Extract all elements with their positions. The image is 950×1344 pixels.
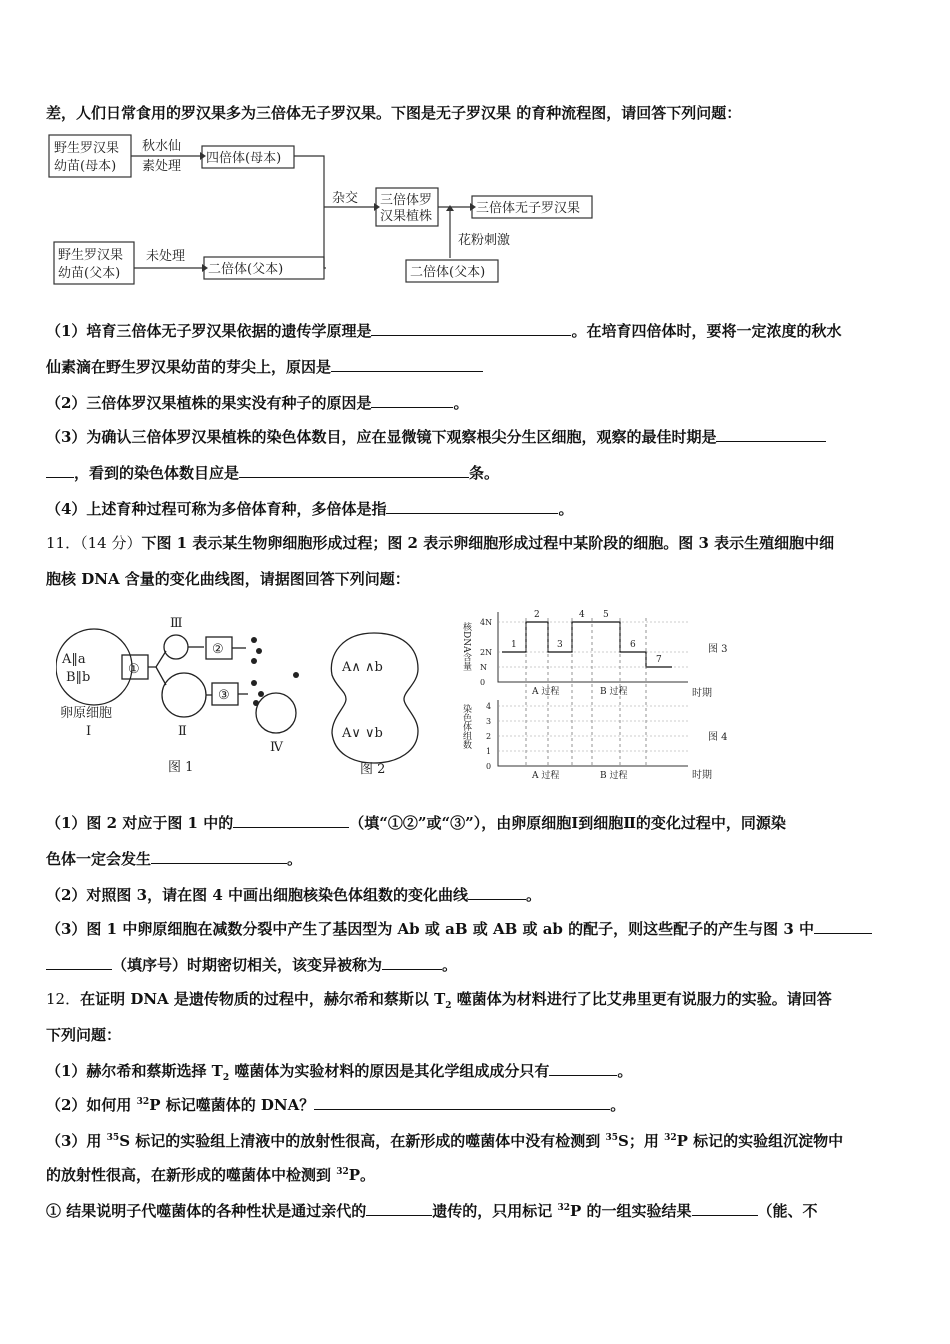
fig1-genes-top: A‖a <box>62 652 86 667</box>
q10-p1b: 。在培育四倍体时，要将一定浓度的秋水 <box>571 322 842 340</box>
q10-line-4 <box>46 427 826 447</box>
q11-p1d: 。 <box>287 850 303 868</box>
answer-blank[interactable] <box>46 463 74 478</box>
answer-blank[interactable] <box>814 919 872 934</box>
q12-line-1 <box>46 989 832 1009</box>
q12-p3b: S 标记的实验组上清液中的放射性很高，在新形成的噬菌体中没有检测到 <box>119 1132 606 1150</box>
breeding-flowchart <box>44 130 604 290</box>
q10-p1a: （1）培育三倍体无子罗汉果依据的遗传学原理是 <box>46 322 372 340</box>
q12-stem-b: 噬菌体为材料进行了比艾弗里更有说服力的实验。请回答 <box>451 990 832 1008</box>
fig1-circle-1: ① <box>128 662 140 677</box>
q12-p2-sup: 32 <box>136 1097 150 1107</box>
q10-line-5 <box>46 463 499 483</box>
q11-line-6 <box>46 919 872 939</box>
answer-blank[interactable] <box>366 1201 432 1216</box>
flow-wild-father-2: 幼苗(父本) <box>58 266 121 281</box>
q12-p4c: P 的一组实验结果 <box>570 1202 692 1220</box>
q12-line-4 <box>46 1095 625 1115</box>
fig3-segment-label: 3 <box>557 640 563 650</box>
q10-line-3 <box>46 393 468 413</box>
flow-tetraploid: 四倍体(母本) <box>206 151 282 166</box>
fig3-segment-label: 5 <box>603 610 609 620</box>
fig2-cell <box>331 633 418 763</box>
q12-p4d: （能、不 <box>757 1202 818 1220</box>
fig1-circle-2: ② <box>212 642 224 657</box>
answer-blank[interactable] <box>46 955 112 970</box>
q11-line-2: 胞核 DNA 含量的变化曲线图，请据图回答下列问题： <box>46 570 410 588</box>
q11-line-4 <box>46 849 302 869</box>
fig4-phase-label: B 过程 <box>600 771 628 781</box>
figure-1 <box>56 605 316 785</box>
fig2-top-genes: A∧ ∧b <box>342 660 383 675</box>
fig4-phase-label: A 过程 <box>532 771 560 781</box>
fig1-caption: 图 1 <box>168 760 194 775</box>
q12-line-6 <box>46 1165 375 1185</box>
answer-blank[interactable] <box>468 885 526 900</box>
fig3-phase-label: A 过程 <box>532 687 560 697</box>
flow-wild-father-1: 野生罗汉果 <box>58 248 124 263</box>
flow-wild-mother-2: 幼苗(母本) <box>54 159 117 174</box>
q11-p1c: 色体一定会发生 <box>46 850 152 868</box>
q10-p2a: （2）三倍体罗汉果植株的果实没有种子的原因是 <box>46 394 372 412</box>
fig4-axes <box>498 700 688 766</box>
fig1-oogonium-label: 卵原细胞 <box>60 706 113 721</box>
q12-line-2: 下列问题： <box>46 1026 122 1044</box>
fig1-circle-3: ③ <box>218 688 230 703</box>
intro-line: 差，人们日常食用的罗汉果多为三倍体无子罗汉果。下图是无子罗汉果 的育种流程图，请回答下列问题： <box>46 104 742 122</box>
q12-p1-sub: 2 <box>222 1073 230 1083</box>
fig2-bottom-genes: A∨ ∨b <box>342 726 383 741</box>
flow-untreated: 未处理 <box>146 249 186 264</box>
q10-p4a: （4）上述育种过程可称为多倍体育种，多倍体是指 <box>46 500 387 518</box>
fig1-genes-bot: B‖b <box>66 670 91 685</box>
fig3-segment-label: 7 <box>656 655 662 665</box>
answer-blank[interactable] <box>371 321 571 336</box>
flow-triploid-1: 三倍体罗 <box>380 193 433 208</box>
q12-p4-sup: 32 <box>557 1203 570 1213</box>
q12-p3c: S；用 <box>618 1132 665 1150</box>
q12-p3a: （3）用 <box>46 1132 107 1150</box>
q10-p4b: 。 <box>558 500 574 518</box>
answer-blank[interactable] <box>371 393 453 408</box>
fig4-ytick: 2 <box>486 732 492 741</box>
fig3-ytick: 0 <box>480 678 486 687</box>
q10-line-1 <box>46 321 841 341</box>
q12-p3e: 的放射性很高，在新形成的噬菌体中检测到 <box>46 1166 337 1184</box>
answer-blank[interactable] <box>382 955 442 970</box>
answer-blank[interactable] <box>331 357 483 372</box>
fig3-segment-label: 6 <box>630 640 636 650</box>
q10-p3b: ，看到的染色体数目应是 <box>74 464 240 482</box>
q12-p3-sup2: 35 <box>605 1133 619 1143</box>
oogonium-cell <box>56 629 132 705</box>
flow-triploid-2: 汉果植株 <box>380 209 433 224</box>
q10-p1c: 仙素滴在野生罗汉果幼苗的芽尖上，原因是 <box>46 358 332 376</box>
answer-blank[interactable] <box>314 1095 610 1110</box>
flow-seedless: 三倍体无子罗汉果 <box>476 201 581 216</box>
q12-p4b: 遗传的，只用标记 <box>432 1202 558 1220</box>
fig3-ytick: 2N <box>480 648 493 657</box>
fig4-ytick: 0 <box>486 762 492 771</box>
q10-p3a: （3）为确认三倍体罗汉果植株的染色体数目，应在显微镜下观察根尖分生区细胞，观察的最佳时期是 <box>46 428 717 446</box>
fig3-dna-curve <box>502 622 672 667</box>
q12-stem-a: 在证明 DNA 是遗传物质的过程中，赫尔希和蔡斯以 T <box>80 990 446 1008</box>
q12-p3-sup4: 32 <box>336 1167 349 1177</box>
q11-line-5 <box>46 885 541 905</box>
fig1-roman-4: Ⅳ <box>270 740 283 755</box>
answer-blank[interactable] <box>151 849 287 864</box>
q10-line-6 <box>46 499 573 519</box>
fig4-ytick: 1 <box>486 747 492 756</box>
q12-p3-sup1: 35 <box>106 1133 120 1143</box>
flow-diploid-father2: 二倍体(父本) <box>410 265 486 280</box>
q12-p2c: 。 <box>610 1096 626 1114</box>
q12-num: 12． <box>46 990 81 1008</box>
answer-blank[interactable] <box>239 463 469 478</box>
answer-blank[interactable] <box>716 427 826 442</box>
q11-num: 11．（14 分） <box>46 534 142 552</box>
answer-blank[interactable] <box>692 1201 758 1216</box>
figure-3-4-charts <box>460 600 760 790</box>
q10-line-2 <box>46 357 483 377</box>
q11-p1b: （填“①②”或“③”），由卵原细胞Ⅰ到细胞Ⅱ的变化过程中，同源染 <box>349 814 786 832</box>
figure-2 <box>322 625 432 785</box>
q12-line-3 <box>46 1061 632 1081</box>
q12-p3d: P 标记的实验组沉淀物中 <box>676 1132 844 1150</box>
q11-p3c: 。 <box>442 956 458 974</box>
fig4-ytick: 3 <box>486 717 492 726</box>
fig3-ytick: N <box>480 663 487 672</box>
q11-p3a: （3）图 1 中卵原细胞在减数分裂中产生了基因型为 Ab 或 aB 或 AB 或 ab 的配子，则这些配子的产生与图 3 中 <box>46 920 815 938</box>
q12-p3-sup3: 32 <box>664 1133 677 1143</box>
q11-p1a: （1）图 2 对应于图 1 中的 <box>46 814 234 832</box>
fig4-ylabel: 染色体组数 <box>461 704 471 749</box>
q11-stem-a: 下图 1 表示某生物卵细胞形成过程；图 2 表示卵细胞形成过程中某阶段的细胞。图 3 表示生殖细胞中细 <box>141 534 835 552</box>
fig3-ylabel: 核DNA含量 <box>461 622 471 671</box>
q12-stem-sub: 2 <box>445 1001 452 1011</box>
q12-p1c: 。 <box>617 1062 633 1080</box>
flow-diploid-father: 二倍体(父本) <box>208 262 284 277</box>
fig3-segment-label: 4 <box>579 610 585 620</box>
q11-line-3 <box>46 813 786 833</box>
fig3-title: 图 3 <box>708 644 728 655</box>
q12-p4a: ① 结果说明子代噬菌体的各种性状是通过亲代的 <box>46 1202 367 1220</box>
q12-line-7 <box>46 1201 818 1221</box>
fig3-segment-label: 1 <box>511 640 517 650</box>
answer-blank[interactable] <box>233 813 349 828</box>
fig4-title: 图 4 <box>708 732 728 743</box>
fig2-caption: 图 2 <box>360 762 386 777</box>
q12-p1b: 噬菌体为实验材料的原因是其化学组成成分只有 <box>229 1062 550 1080</box>
fig4-ytick: 4 <box>486 702 492 711</box>
fig4-xlabel: 时期 <box>692 770 712 781</box>
flow-colchicine-2: 素处理 <box>142 159 182 174</box>
fig1-roman-2: Ⅱ <box>178 724 187 739</box>
q10-p3c: 条。 <box>469 464 500 482</box>
fig3-ytick: 4N <box>480 618 493 627</box>
flow-pollen: 花粉刺激 <box>458 233 511 248</box>
fig3-phase-label: B 过程 <box>600 687 628 697</box>
q10-p2b: 。 <box>453 394 469 412</box>
flow-wild-mother-1: 野生罗汉果 <box>54 141 120 156</box>
q12-p1a: （1）赫尔希和蔡斯选择 T <box>46 1062 223 1080</box>
fig3-segment-label: 2 <box>534 610 540 620</box>
q12-p3f: P。 <box>348 1166 376 1184</box>
q12-p2b: P 标记噬菌体的 DNA？ <box>149 1096 315 1114</box>
q11-line-7 <box>46 955 457 975</box>
q12-p2a: （2）如何用 <box>46 1096 137 1114</box>
answer-blank[interactable] <box>549 1061 617 1076</box>
fig1-roman-1: Ⅰ <box>86 724 92 739</box>
q11-line-1 <box>46 533 834 553</box>
fig1-roman-3: Ⅲ <box>170 616 183 631</box>
fig3-xlabel: 时期 <box>692 688 712 699</box>
q11-p3b: （填序号）时期密切相关，该变异被称为 <box>112 956 383 974</box>
q11-p2a: （2）对照图 3，请在图 4 中画出细胞核染色体组数的变化曲线 <box>46 886 468 904</box>
q12-line-5 <box>46 1131 843 1151</box>
q11-p2b: 。 <box>525 886 541 904</box>
flow-colchicine-1: 秋水仙 <box>142 139 182 154</box>
answer-blank[interactable] <box>386 499 558 514</box>
flow-cross: 杂交 <box>332 191 359 206</box>
